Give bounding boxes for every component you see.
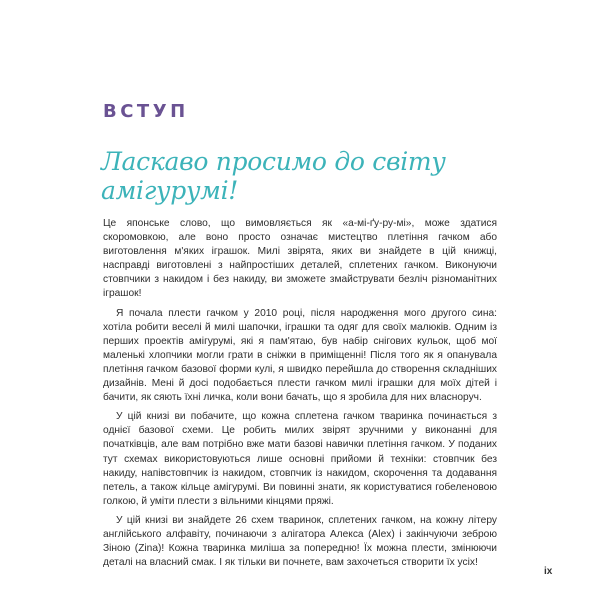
body-text xyxy=(103,217,497,575)
paragraph-1: Це японське слово, що вимовляється як «а-мі-ґу-ру-мі», може здатися скоромовкою, але воно просто означає мистецтво плетіння гачком або виготовлення м'яких іграшок. Милі звірята, яких ви знайдете в цій книжці, насправді виготовлені з найпростіших деталей, сплетених гачком. Виконуючи стовпчики з накидом і без накиду, ви зможете змайструвати безліч різноманітних іграшок! xyxy=(103,218,497,300)
page-title xyxy=(101,147,521,205)
paragraph-3: У цій книзі ви побачите, що кожна сплетена гачком тваринка починається з однієї базової схеми. Це робить милих звірят зручними у виконанні для початківців, але вам потрібно вже мати базові навички плетіння гачком. У поданих тут схемах використовуються лише основні прийоми й техніки: стовпчик без накиду, напівстовпчик із накидом, стовпчик із накидом, скорочення та додавання петель, а також кільце амігурумі. Ви повинні знати, як користуватися гобеленовою голкою, й уміти плести з вільними кінцями пряжі. xyxy=(103,411,497,507)
title-line-1: Ласкаво просимо до світу xyxy=(101,147,446,176)
paragraph-2: Я почала плести гачком у 2010 році, після народження мого другого сина: хотіла робити веселі й милі шапочки, іграшки та одяг для своїх малюків. Одним із перших проектів амігурумі, які я пам'ятаю, був набір снігових кульок, щоб мої маленькі хлопчики могли грати в сніжки в приміщенні! Після того як я опанувала плетіння гачком базової форми кулі, я швидко перейшла до створення складніших дизайнів. Мені й досі подобається плести гачком милі іграшки для моїх дітей і бачити, як сяють їхні личка, коли вони бачать, що я зробила для них власноруч. xyxy=(103,307,497,404)
title-line-2: амігурумі! xyxy=(101,176,239,205)
page-number: ix xyxy=(544,566,553,577)
section-label: ВСТУП xyxy=(103,101,189,122)
paragraph-4: У цій книзі ви знайдете 26 схем тваринок, сплетених гачком, на кожну літеру англійського алфавіту, починаючи з алігатора Алекса (Alex) і закінчуючи зеброю Зіною (Zina)! Кожна тваринка миліша за попередню! Їх можна плести, змінюючи деталі на власний смак. І як тільки ви почнете, вам захочеться створити їх усіх! xyxy=(103,514,497,569)
